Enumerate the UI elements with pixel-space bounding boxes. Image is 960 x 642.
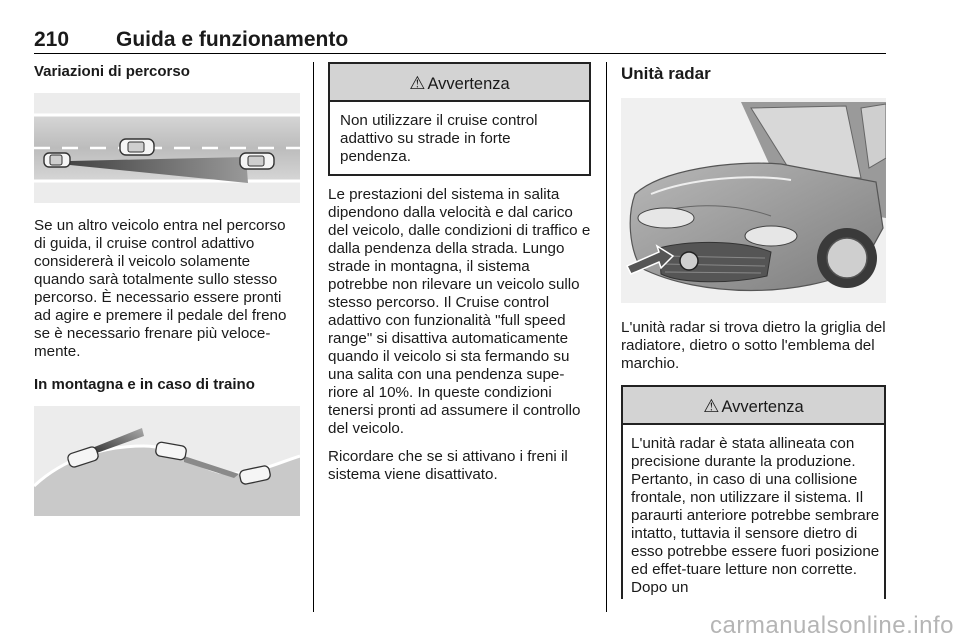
- paragraph-lane-change: Se un altro veicolo entra nel percorso di guida, il cruise control adattivo considererà il veicolo solamente quando sarà totalmente sullo stesso percorso. È necessario essere pronti ad agire e premere il pedale del freno se è necessario frenare più veloce-mente.: [34, 217, 287, 360]
- warning-header: [330, 64, 589, 102]
- section-title-lane-change: Variazioni di percorso: [34, 63, 190, 80]
- paragraph-brakes: Ricordare che se si attivano i freni il sistema viene disattivato.: [328, 448, 568, 483]
- column-divider: [606, 62, 607, 612]
- warning-box-radar: [621, 385, 886, 599]
- page-number: 210: [34, 28, 70, 51]
- car-icon: [240, 153, 274, 169]
- warning-text: L'unità radar è stata allineata con precisione durante la produzione. Pertanto, in caso di una collisione frontale, non utilizzare il sistema. Il paraurti anteriore potrebbe sembrare intatto, tuttavia il sensore dietro di esso potrebbe essere fuori posizione ed effet-tuare letture non corrette. Dopo un: [631, 435, 880, 596]
- page-header: [34, 28, 886, 54]
- paragraph-radar-location: L'unità radar si trova dietro la griglia del radiatore, dietro o sotto l'emblema del marchio.: [621, 319, 886, 372]
- column-divider: [313, 62, 314, 612]
- emblem-icon: [680, 252, 698, 270]
- lane-change-illustration: [34, 93, 300, 203]
- mountain-image: [34, 406, 300, 516]
- paragraph-hill-performance: Le prestazioni del sistema in salita dipendono dalla velocità e dal carico del veicolo, dalle condizioni di traffico e dalla pendenza della strada. Lungo strade in montagna, il sistema potrebbe non rilevare un veicolo sullo stesso percorso. Il Cruise control adattivo con funzionalità "full speed range" si disattiva automaticamente quando il veicolo si sta fermando su una salita con una pendenza supe-riore al 10%. In queste condizioni tenersi pronti ad assumere il controllo del veicolo.: [328, 186, 591, 437]
- warning-title: Avvertenza: [721, 398, 804, 416]
- car-icon: [120, 139, 154, 155]
- warning-icon: ⚠: [409, 73, 426, 93]
- car-front-image: [621, 98, 886, 303]
- radar-car-illustration: [621, 98, 886, 303]
- mountain-illustration: [34, 406, 300, 516]
- warning-icon: ⚠: [703, 396, 720, 416]
- warning-header: [623, 387, 884, 425]
- chapter-title: Guida e funzionamento: [116, 28, 349, 51]
- warning-box-slope: [328, 62, 591, 176]
- warning-title: Avvertenza: [427, 75, 510, 93]
- lane-change-image: [34, 93, 300, 203]
- column-left: [34, 62, 300, 516]
- section-title-radar: Unità radar: [621, 64, 711, 83]
- car-icon: [44, 153, 70, 167]
- column-middle: [328, 62, 591, 484]
- column-right: [621, 62, 886, 599]
- warning-text: Non utilizzare il cruise control adattivo su strade in forte pendenza.: [340, 112, 538, 165]
- section-title-mountain: In montagna e in caso di traino: [34, 376, 255, 393]
- watermark: carmanualsonline.info: [710, 612, 954, 639]
